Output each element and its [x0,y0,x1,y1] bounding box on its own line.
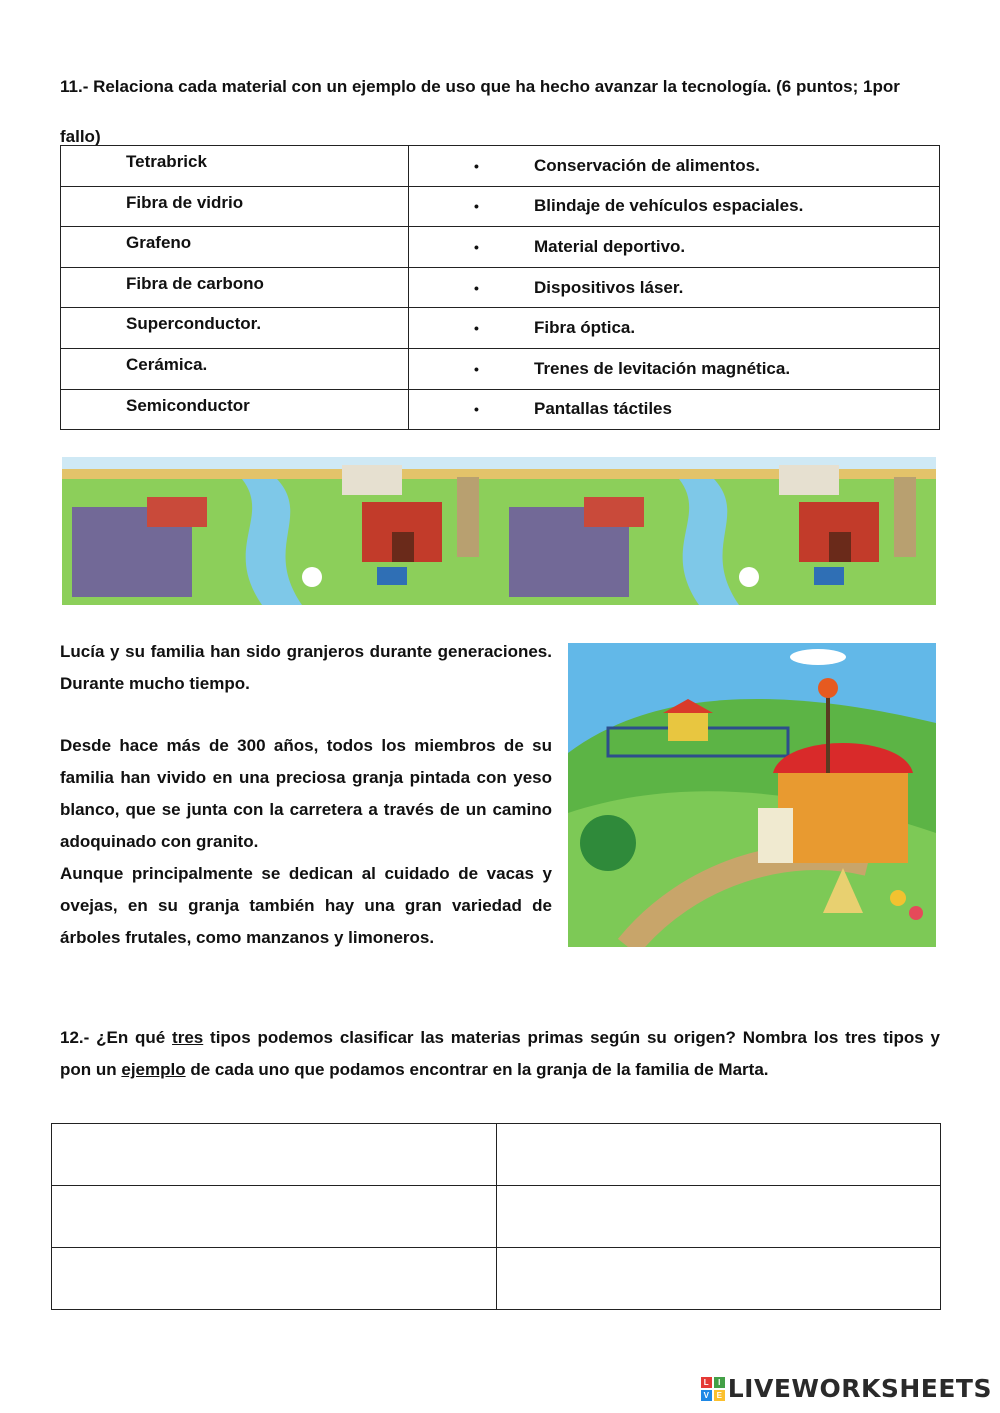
farm-story [60,636,552,954]
answer-example-cell[interactable] [496,1248,941,1310]
use-text: Conservación de alimentos. [534,155,760,175]
answer-type-cell[interactable] [52,1248,497,1310]
logo-square: E [714,1390,725,1401]
match-bullet[interactable]: • [474,279,479,296]
use-cell[interactable] [409,348,940,389]
matching-row [61,348,940,389]
question-12-part-1: 12.- ¿En qué [60,1028,173,1047]
question-12-part-2: tipos podemos clasificar las materias primas según su origen? Nombra los tres tipos y pon un [60,1028,940,1079]
answer-example-cell[interactable] [496,1186,941,1248]
brand-name: LIVEWORKSHEETS [727,1374,992,1403]
material-cell[interactable]: Grafeno [61,227,409,268]
material-cell[interactable]: Tetrabrick [61,146,409,187]
question-11-line-1: 11.- Relaciona cada material con un ejemplo de uso que ha hecho avanzar la tecnología. (6 puntos; 1por [60,77,900,96]
answer-row [52,1124,941,1186]
matching-row [61,267,940,308]
matching-row [61,308,940,349]
matching-table [60,145,940,430]
story-paragraph-2: Desde hace más de 300 años, todos los miembros de su familia han vivido en una preciosa granja pintada con yeso blanco, que se junta con la carretera a través de un camino adoquinado con granito. [60,736,552,851]
liveworksheets-logo-icon [701,1377,725,1401]
matching-row [61,186,940,227]
answer-type-cell[interactable] [52,1186,497,1248]
logo-square: V [701,1390,712,1401]
question-11-line-2: fallo) [60,127,101,146]
farm-scene-right [499,457,936,605]
answer-example-cell[interactable] [496,1124,941,1186]
liveworksheets-brand [701,1374,992,1403]
match-bullet[interactable]: • [474,320,479,337]
use-text: Blindaje de vehículos espaciales. [534,196,804,216]
match-bullet[interactable]: • [474,360,479,377]
use-cell[interactable] [409,389,940,430]
use-text: Fibra óptica. [534,318,636,338]
logo-square: I [714,1377,725,1388]
matching-row [61,146,940,187]
match-bullet[interactable]: • [474,401,479,418]
material-cell[interactable]: Semiconductor [61,389,409,430]
material-cell[interactable]: Cerámica. [61,348,409,389]
farm-barn-scene [568,643,936,947]
matching-row [61,227,940,268]
question-12-tres: tres [172,1028,204,1047]
material-cell[interactable]: Fibra de vidrio [61,186,409,227]
farm-scene-left [62,457,499,605]
logo-square: L [701,1377,712,1388]
matching-row [61,389,940,430]
farm-differences-banner [62,457,936,605]
match-bullet[interactable]: • [474,157,479,174]
use-text: Dispositivos láser. [534,277,684,297]
use-text: Pantallas táctiles [534,399,672,419]
use-cell[interactable] [409,186,940,227]
story-paragraph-1: Lucía y su familia han sido granjeros durante generaciones. Durante mucho tiempo. [60,642,552,693]
match-bullet[interactable]: • [474,238,479,255]
answer-type-cell[interactable] [52,1124,497,1186]
match-bullet[interactable]: • [474,198,479,215]
use-cell[interactable] [409,308,940,349]
question-12-ejemplo: ejemplo [121,1060,186,1079]
answers-table [51,1123,941,1310]
story-paragraph-3: Aunque principalmente se dedican al cuidado de vacas y ovejas, en su granja también hay una gran variedad de árboles frutales, como manzanos y limoneros. [60,864,552,947]
use-cell[interactable] [409,267,940,308]
question-12-part-3: de cada uno que podamos encontrar en la granja de la familia de Marta. [185,1060,769,1079]
material-cell[interactable]: Fibra de carbono [61,267,409,308]
use-cell[interactable] [409,227,940,268]
answer-row [52,1186,941,1248]
farm-illustration [568,643,936,947]
use-text: Material deportivo. [534,236,686,256]
question-12-title [60,1022,940,1086]
answer-row [52,1248,941,1310]
use-cell[interactable] [409,146,940,187]
material-cell[interactable]: Superconductor. [61,308,409,349]
use-text: Trenes de levitación magnética. [534,358,791,378]
